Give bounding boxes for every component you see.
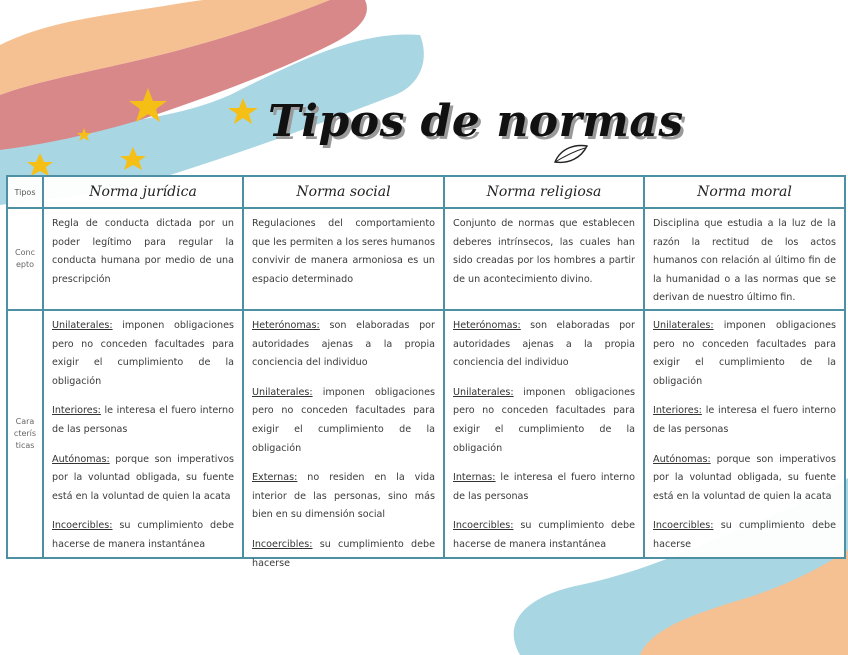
cell-concepto-religiosa <box>444 208 644 310</box>
characteristic-term: Unilaterales: <box>453 386 514 398</box>
characteristic-item <box>52 402 234 439</box>
cell-concepto-social <box>243 208 444 310</box>
characteristic-item <box>453 517 635 554</box>
cell-caracteristicas-juridica <box>43 310 243 558</box>
characteristic-term: Incoercibles: <box>653 520 714 532</box>
cell-text: Disciplina que estudia a la luz de la razón la rectitud de los actos humanos con relación al último fin de la humanidad o a las normas que se derivan de nuestro último fin. <box>653 218 836 304</box>
column-header-social: Norma social <box>243 176 444 208</box>
characteristics-list <box>653 317 836 553</box>
cell-concepto-juridica <box>43 208 243 310</box>
characteristic-item <box>252 469 435 525</box>
characteristic-description: su cumplimiento debe hacerse de manera instantánea <box>453 520 635 550</box>
characteristic-description: porque son imperativos por la voluntad obligada, su fuente está en la voluntad de quien la acata <box>52 453 234 502</box>
characteristic-description: porque son imperativos por la voluntad obligada, su fuente está en la voluntad de quien la acata <box>653 453 836 502</box>
characteristic-description: su cumplimiento debe hacerse de manera instantánea <box>52 520 234 550</box>
row-label-concepto: Conc epto <box>7 208 43 310</box>
characteristic-term: Heterónomas: <box>252 320 320 331</box>
norm-types-table <box>6 175 846 569</box>
characteristic-item <box>52 451 234 507</box>
characteristics-list <box>453 317 635 553</box>
cell-caracteristicas-social <box>243 310 444 569</box>
cell-text: Regla de conducta dictada por un poder legítimo para regular la conducta humana por medio de una prescripción <box>52 218 234 285</box>
column-header-moral: Norma moral <box>644 176 845 208</box>
cell-caracteristicas-religiosa <box>444 310 644 558</box>
characteristics-list <box>252 317 435 569</box>
characteristic-term: Incoercibles: <box>252 538 313 550</box>
characteristic-description: imponen obligaciones pero no conceden facultades para exigir el cumplimiento de la obligación <box>453 386 635 454</box>
characteristic-description: no residen en la vida interior de las personas, sino más bien en su dimensión social <box>252 472 435 521</box>
characteristic-term: Unilaterales: <box>52 320 113 331</box>
characteristic-item <box>453 317 635 373</box>
characteristics-list <box>52 317 234 553</box>
characteristic-item <box>52 517 234 554</box>
cell-text: Conjunto de normas que establecen deberes intrínsecos, las cuales han sido creadas por los hombres a partir de un acontecimiento divino. <box>453 218 635 285</box>
table-row-concepto <box>7 208 845 310</box>
characteristic-item <box>653 517 836 554</box>
characteristic-item <box>653 451 836 507</box>
characteristic-description: le interesa el fuero interno de las personas <box>653 405 836 435</box>
characteristic-description: su cumplimiento debe hacerse <box>653 520 836 550</box>
characteristic-description: su cumplimiento debe hacerse <box>252 538 435 569</box>
characteristic-term: Externas: <box>252 472 298 484</box>
characteristic-description: son elaboradas por autoridades ajenas a la propia conciencia del individuo <box>453 320 635 369</box>
column-header-religiosa: Norma religiosa <box>444 176 644 208</box>
characteristic-term: Unilaterales: <box>252 386 313 398</box>
characteristic-description: imponen obligaciones pero no conceden facultades para exigir el cumplimiento de la obligación <box>653 320 836 387</box>
row-header-label: Tipos <box>7 176 43 208</box>
table-row-caracteristicas <box>7 310 845 558</box>
cell-concepto-moral <box>644 208 845 310</box>
characteristic-item <box>653 317 836 391</box>
characteristic-item <box>52 317 234 391</box>
characteristic-item <box>252 384 435 458</box>
characteristic-description: imponen obligaciones pero no conceden facultades para exigir el cumplimiento de la obligación <box>52 320 234 387</box>
characteristic-description: le interesa el fuero interno de las personas <box>453 472 635 502</box>
characteristic-item <box>453 384 635 458</box>
characteristic-term: Autónomas: <box>52 453 110 465</box>
characteristic-item <box>252 536 435 573</box>
characteristic-description: imponen obligaciones pero no conceden facultades para exigir el cumplimiento de la obligación <box>252 386 435 454</box>
characteristic-item <box>453 469 635 506</box>
characteristic-term: Heterónomas: <box>453 320 521 331</box>
cell-text: Regulaciones del comportamiento que les permiten a los seres humanos convivir de manera armoniosa es un espacio determinado <box>252 218 435 285</box>
characteristic-term: Incoercibles: <box>52 520 113 532</box>
characteristic-term: Incoercibles: <box>453 520 514 532</box>
row-label-caracteristicas: Cara cterís ticas <box>7 310 43 558</box>
characteristic-term: Unilaterales: <box>653 320 714 331</box>
characteristic-term: Autónomas: <box>653 453 711 465</box>
characteristic-description: son elaboradas por autoridades ajenas a la propia conciencia del individuo <box>252 320 435 369</box>
column-header-juridica: Norma jurídica <box>43 176 243 208</box>
characteristic-item <box>252 317 435 373</box>
characteristic-item <box>653 402 836 439</box>
characteristic-term: Internas: <box>453 472 496 484</box>
characteristic-term: Interiores: <box>653 405 702 417</box>
cell-caracteristicas-moral <box>644 310 845 558</box>
leaf-icon <box>553 140 589 166</box>
page-title: Tipos de normas <box>268 96 684 147</box>
characteristic-term: Interiores: <box>52 405 101 417</box>
characteristic-description: le interesa el fuero interno de las personas <box>52 405 234 435</box>
header-row <box>7 176 845 208</box>
